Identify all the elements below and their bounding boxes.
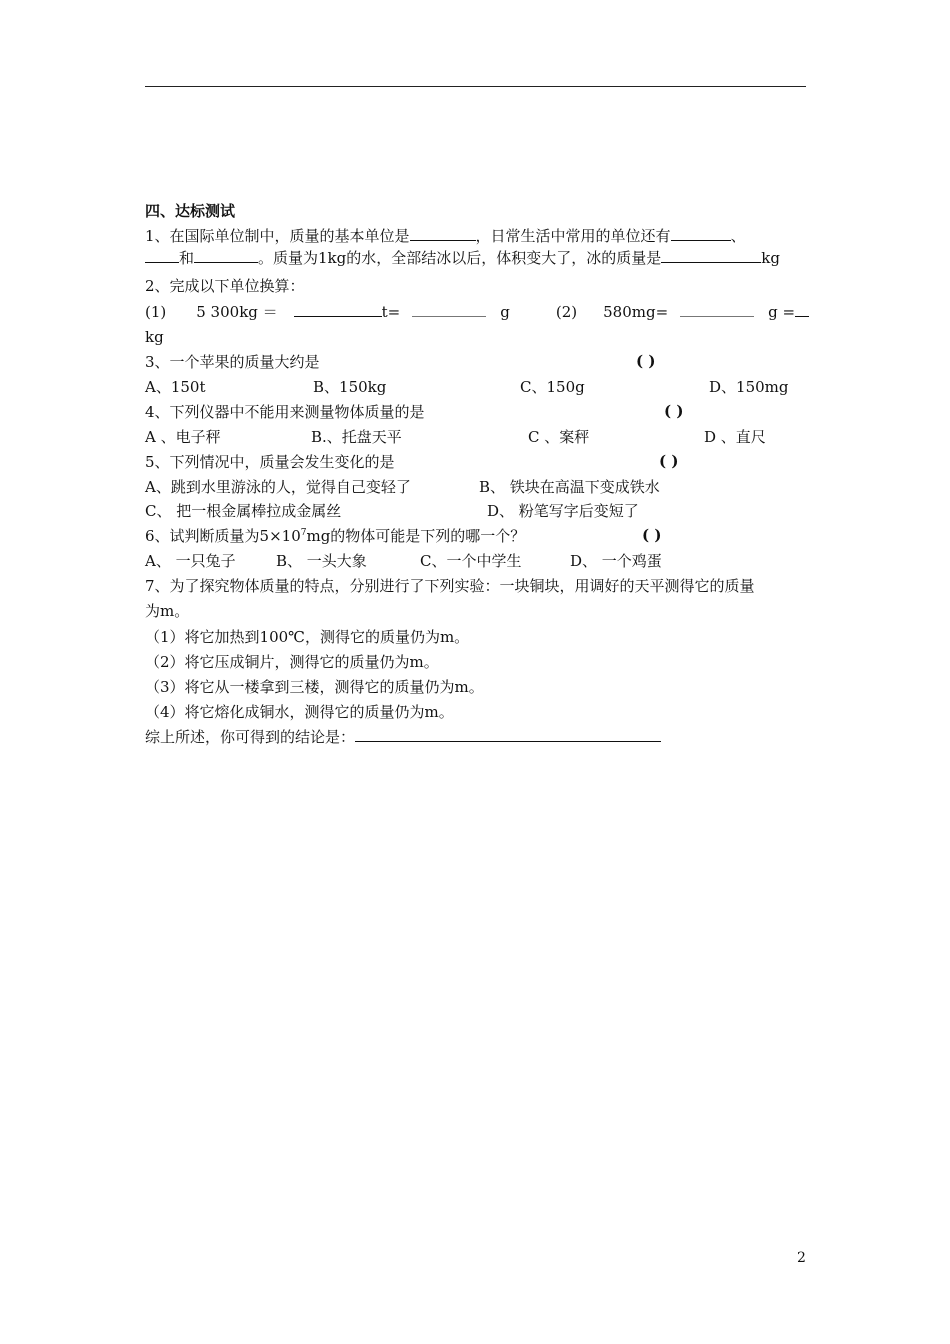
q1-unit: kg [761, 249, 780, 267]
q3-option-d: D、150mg [709, 378, 789, 396]
q2-item2-g: g = [768, 303, 796, 321]
q1-text-a: 1、在国际单位制中，质量的基本单位是 [145, 227, 410, 245]
q6-option-a: A、 一只兔子 [145, 552, 236, 570]
q7-item-1: （1）将它加热到100℃，测得它的质量仍为m。 [145, 628, 470, 646]
question-5-stem: 5、下列情况中，质量会发生变化的是 [145, 453, 395, 471]
question-7-stem-line-1: 7、为了探究物体质量的特点，分别进行了下列实验：一块铜块，用调好的天平测得它的质量 [145, 577, 755, 595]
q1-text-e: 。质量为1kg的水，全部结冰以后，体积变大了，冰的质量是 [258, 249, 662, 267]
q5-answer-parentheses[interactable]: ( ) [659, 452, 679, 470]
q1-blank-ice-mass[interactable] [661, 248, 761, 263]
page-number: 2 [797, 1250, 806, 1266]
q2-item1-g: g [500, 303, 510, 321]
q6-option-c: C、一个中学生 [420, 552, 522, 570]
q1-text-c: 、 [730, 227, 746, 245]
question-3-stem: 3、一个苹果的质量大约是 [145, 353, 320, 371]
q4-option-a: A 、电子秤 [145, 428, 221, 446]
question-2-stem: 2、完成以下单位换算： [145, 277, 305, 295]
question-1-line-1 [145, 226, 746, 246]
q2-item1-t: t= [381, 303, 401, 321]
q1-text-d: 和 [179, 249, 195, 267]
q5-option-d: D、 粉笔写字后变短了 [487, 502, 639, 520]
q6-exponent: 7 [300, 528, 307, 538]
q7-conclusion-label: 综上所述，你可得到的结论是： [145, 728, 356, 746]
q6-answer-parentheses[interactable]: ( ) [642, 526, 662, 544]
question-2-items [145, 302, 809, 322]
q2-item2-unit: kg [145, 328, 164, 346]
q3-answer-parentheses[interactable]: ( ) [636, 352, 656, 370]
q5-option-c: C、 把一根金属棒拉成金属丝 [145, 502, 342, 520]
q2-blank-mg-to-kg[interactable] [795, 302, 809, 317]
q2-blank-mg-to-g[interactable] [680, 302, 754, 317]
q7-blank-conclusion[interactable] [355, 727, 661, 742]
question-7-stem-line-2: 为m。 [145, 602, 190, 620]
q2-item2-number: (2) [555, 303, 578, 321]
q6-stem-b: mg的物体可能是下列的哪一个？ [306, 527, 526, 545]
q1-text-b: ，日常生活中常用的单位还有 [475, 227, 671, 245]
q1-blank-unit-3[interactable] [194, 248, 258, 263]
q5-option-a: A、跳到水里游泳的人，觉得自己变轻了 [145, 478, 411, 496]
q7-item-3: （3）将它从一楼拿到三楼，测得它的质量仍为m。 [145, 678, 484, 696]
q5-option-b: B、 铁块在高温下变成铁水 [479, 478, 660, 496]
q6-option-b: B、 一头大象 [276, 552, 367, 570]
q6-stem-a: 6、试判断质量为5×10 [145, 527, 301, 545]
q2-item1-expression: 5 300kg ＝ [196, 303, 278, 321]
q2-blank-grams[interactable] [412, 302, 486, 317]
q4-option-d: D 、直尺 [704, 428, 766, 446]
q7-item-4: （4）将它熔化成铜水，测得它的质量仍为m。 [145, 703, 454, 721]
q1-blank-unit-2[interactable] [145, 248, 179, 263]
q2-item1-number: (1) [145, 303, 167, 321]
section-title: 四、达标测试 [145, 202, 236, 220]
q1-blank-unit-1[interactable] [671, 226, 731, 241]
q4-option-c: C 、案秤 [528, 428, 590, 446]
q3-option-c: C、150g [520, 378, 585, 396]
q7-item-2: （2）将它压成铜片，测得它的质量仍为m。 [145, 653, 439, 671]
question-4-stem: 4、下列仪器中不能用来测量物体质量的是 [145, 403, 425, 421]
q1-blank-base-unit[interactable] [410, 226, 476, 241]
q4-answer-parentheses[interactable]: ( ) [664, 402, 684, 420]
q2-blank-tonnes[interactable] [294, 302, 382, 317]
question-1-line-2 [145, 248, 780, 268]
header-rule [145, 86, 806, 87]
q4-option-b: B.、托盘天平 [311, 428, 402, 446]
question-6-stem [145, 526, 525, 546]
q6-option-d: D、 一个鸡蛋 [570, 552, 662, 570]
q3-option-a: A、150t [145, 378, 206, 396]
q2-item2-expression: 580mg= [603, 303, 669, 321]
q3-option-b: B、150kg [313, 378, 387, 396]
q7-conclusion-line [145, 727, 661, 747]
